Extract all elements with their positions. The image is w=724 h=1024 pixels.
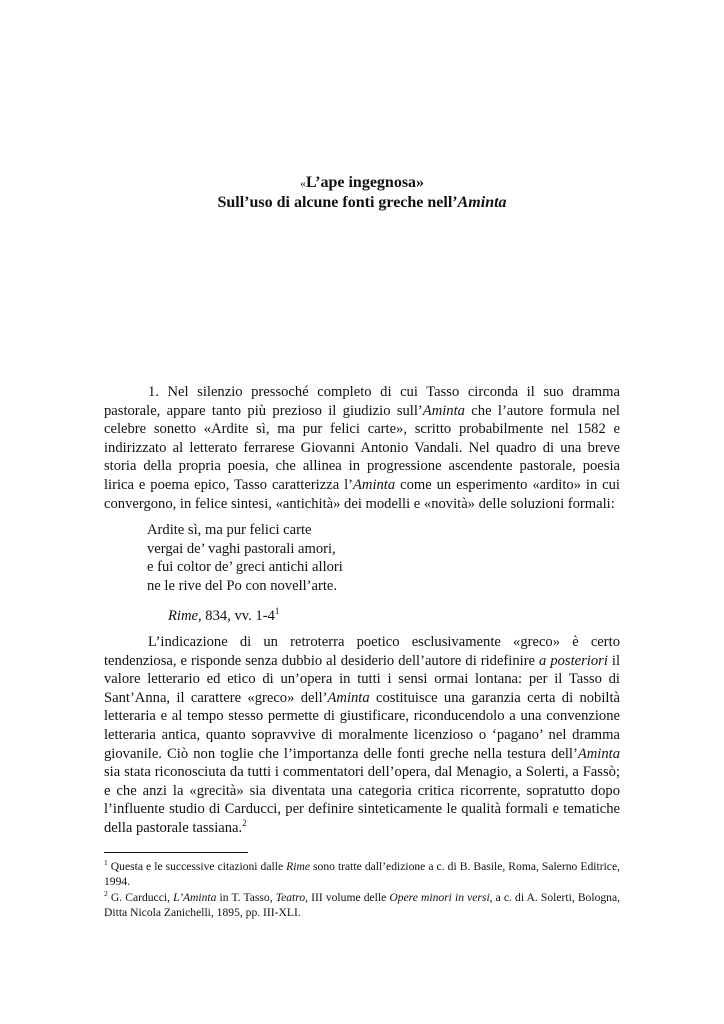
footnote-ref-1[interactable]: 1 (274, 606, 280, 617)
paragraph-2 (104, 633, 620, 838)
footnote-text: in T. Tasso, (216, 890, 276, 904)
footnote-number: 2 (104, 888, 108, 898)
title-line-2 (104, 193, 620, 213)
poem-line: ne le rive del Po con novell’arte. (147, 577, 338, 594)
paragraph-italic: Aminta (327, 689, 370, 706)
footnote-text: G. Carducci, (107, 890, 174, 904)
title-line-2-italic: Aminta (457, 194, 507, 211)
footnotes (104, 859, 620, 921)
footnote-ref-2[interactable]: 2 (242, 818, 247, 829)
footnote-text: , a c. di A. Solerti, Bologna, Ditta Nicola Zanichelli, 1895, pp. III-XLI. (104, 890, 621, 920)
paragraph-text: costituisce una garanzia certa di nobiltà letteraria e al tempo stesso permette di giustificare, riconducendolo a una convenzione letteraria antica, quanto sopravvive di moralmente licenzioso o ‘pagano’ nel dramma giovanile. Ciò non toglie che l’importanza delle fonti greche nella testura dell’ (104, 689, 620, 762)
paragraph-italic: Aminta (353, 476, 396, 493)
footnote-italic: Opere minori in versi (389, 890, 490, 904)
title-line-2-text: Sull’uso di alcune fonti greche nell’ (217, 194, 458, 211)
paragraph-text: che l’autore formula nel celebre sonetto «Ardite sì, ma pur felici carte», scritto probabilmente nel 1582 e indirizzato al letterato ferrarese Giovanni Antonio Vandali. Nel quadro di una breve storia della propria poesia, che allinea in progressione ascendente pastorale, poesia lirica e poema epico, Tasso caratterizza l’ (104, 402, 620, 493)
footnote-number: 1 (104, 858, 108, 868)
paragraph-italic: Aminta (422, 402, 465, 419)
article-title (104, 173, 620, 213)
paragraph-text: sia stata riconosciuta da tutti i commentatori dell’opera, dal Menagio, a Solerti, a Fassò; e che anzi la «grecità» sia diventata una categoria critica ricorrente, sopratutto dopo l’influente studio di Carducci, per definire sinteticamente le qualità formali e tematiche della pastorale tassiana. (104, 764, 620, 836)
poem-line: Ardite sì, ma pur felici carte (147, 522, 312, 538)
paragraph-italic: a posteriori (539, 652, 608, 669)
poem-quote (147, 521, 343, 595)
paragraph-text: L’indicazione di un retroterra poetico esclusivamente «greco» è certo tendenziosa, e risponde senza dubbio al desiderio dell’autore di ridefinire (104, 634, 620, 669)
footnote-text: sono tratte dall’edizione a c. di B. Basile, Roma, Salerno Editrice, 1994. (104, 860, 620, 889)
poem-line: vergai de’ vaghi pastorali amori, (147, 540, 336, 557)
poem-citation (168, 607, 279, 626)
footnote-text: , III volume delle (305, 890, 390, 904)
footnote-2 (104, 890, 620, 921)
title-open-quote: « (299, 176, 306, 190)
title-line-1 (104, 173, 620, 193)
footnote-text: Questa e le successive citazioni dalle (107, 860, 287, 873)
paragraph-italic: Aminta (577, 745, 620, 762)
paragraph-1 (104, 383, 620, 513)
footnote-italic: Teatro (275, 890, 306, 904)
citation-text: , 834, vv. 1-4 (198, 608, 275, 624)
footnote-1 (104, 859, 620, 890)
footnote-italic: L’Aminta (173, 890, 217, 904)
paragraph-text: il valore letterario ed etico di un’opera in tutti i sensi ormai lontana: per il Tasso di Sant’Anna, il carattere «greco» dell’ (104, 652, 621, 706)
title-line-1-text: L’ape ingegnosa» (305, 174, 425, 191)
citation-italic: Rime (168, 608, 198, 624)
paragraph-text: come un esperimento «ardito» in cui convergono, in felice sintesi, «antichità» dei modelli e «novità» delle soluzioni formali: (104, 476, 620, 512)
poem-line: e fui coltor de’ greci antichi allori (147, 559, 343, 576)
paragraph-text: 1. Nel silenzio pressoché completo di cui Tasso circonda il suo dramma pastorale, appare tanto più prezioso il giudizio sull’ (104, 384, 620, 419)
footnote-divider (104, 852, 248, 853)
footnote-italic: Rime (286, 860, 310, 873)
